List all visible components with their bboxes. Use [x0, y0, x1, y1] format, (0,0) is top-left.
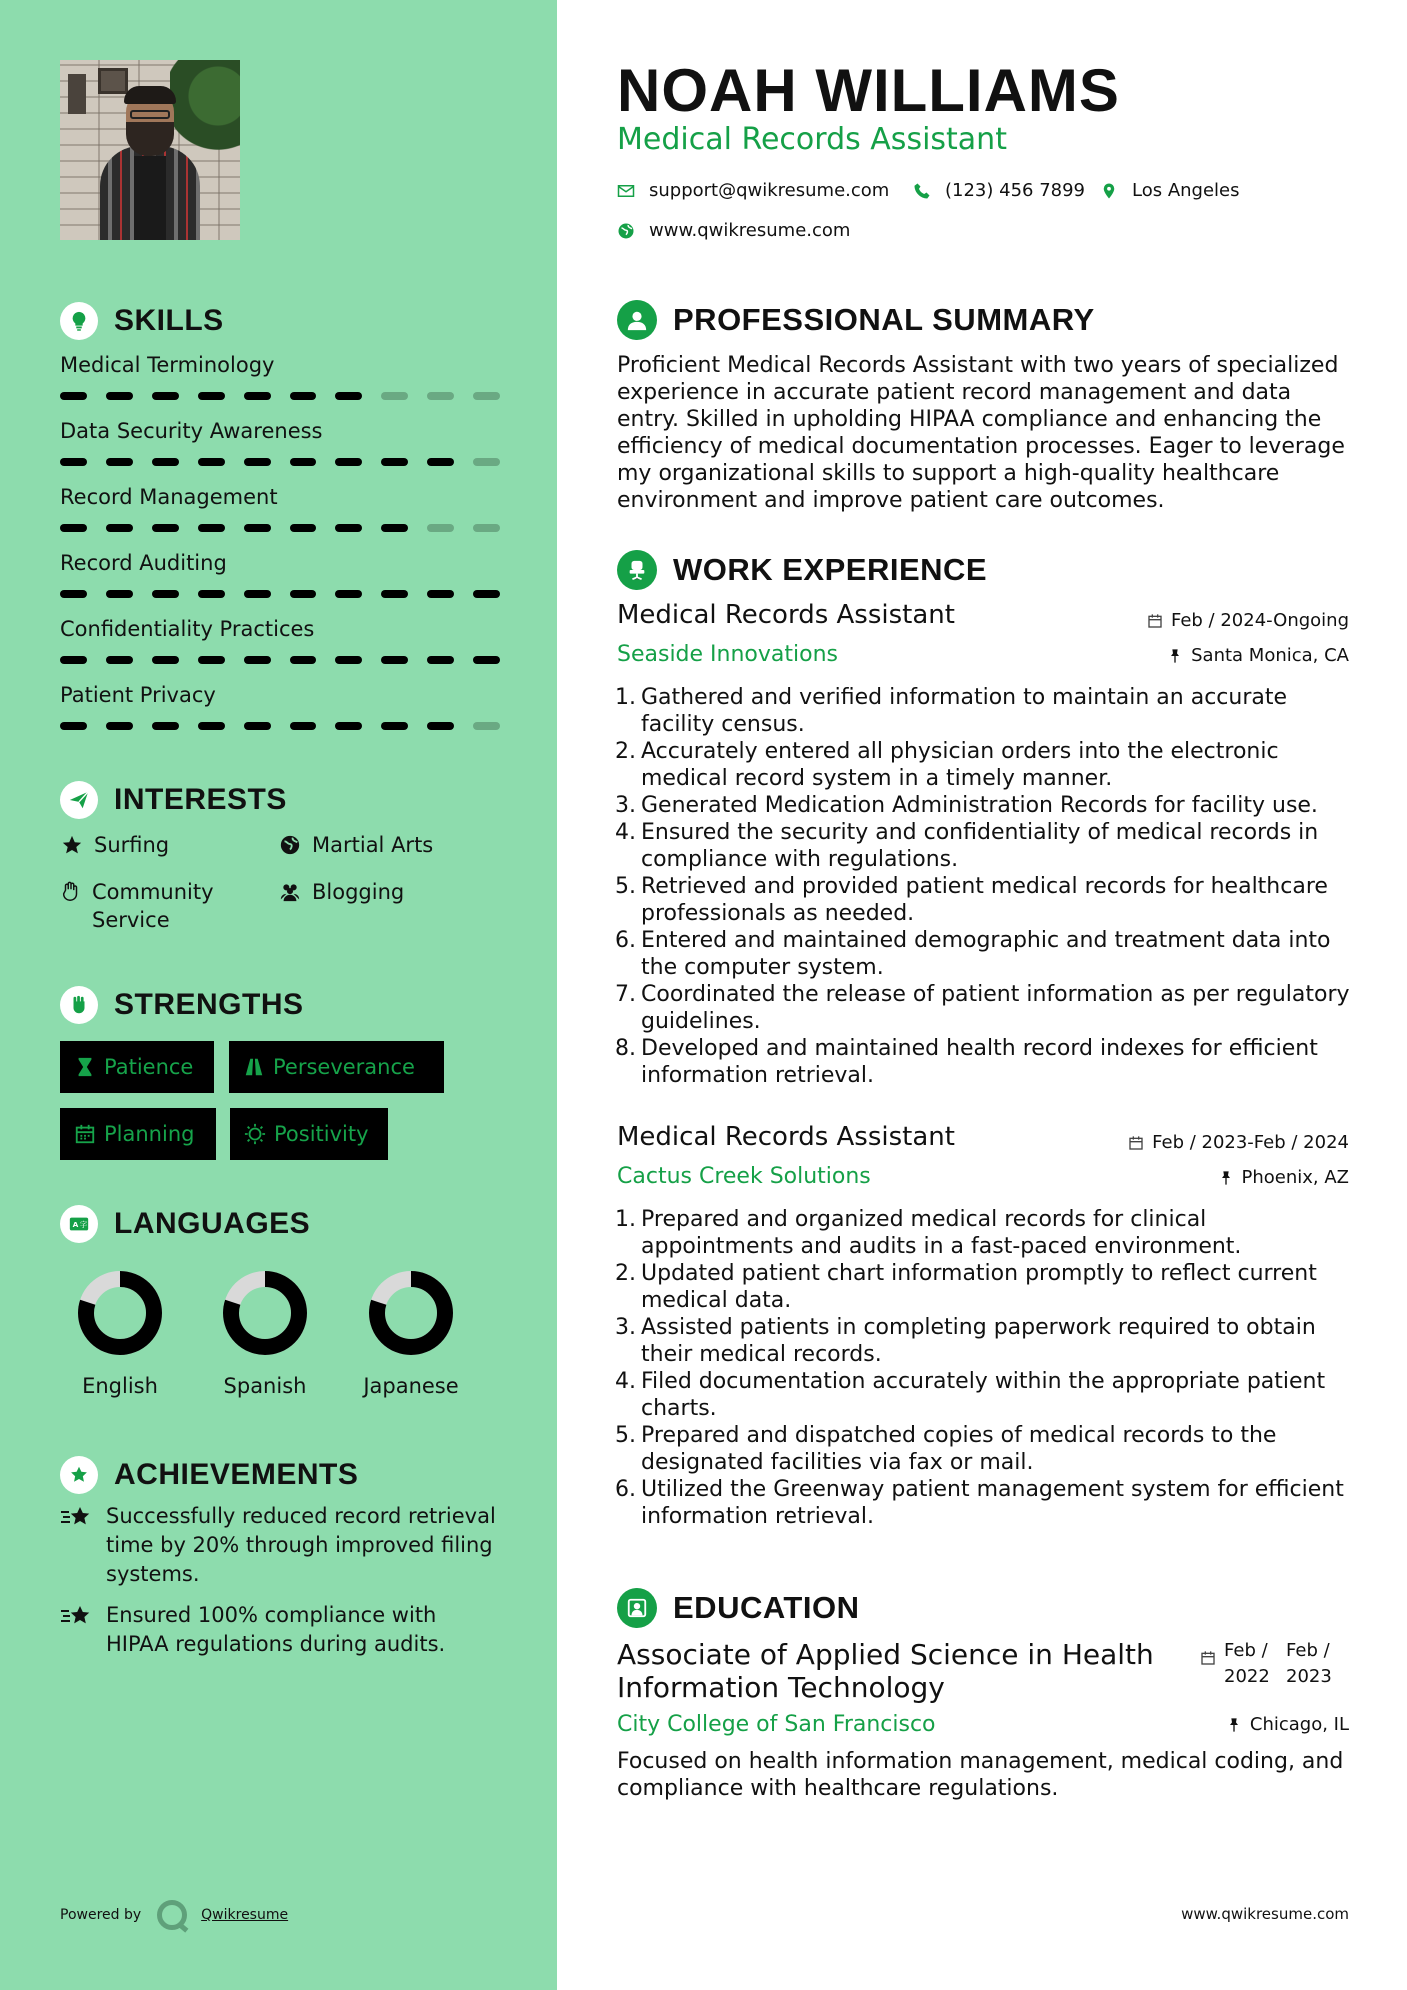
- skill-level-segment: [152, 656, 179, 664]
- users-icon: [278, 880, 302, 904]
- skill-level-segment: [60, 524, 87, 532]
- education-title: EDUCATION: [673, 1590, 860, 1625]
- skill-level-segment: [106, 458, 133, 466]
- job-dates: Feb / 2024-Ongoing: [1147, 610, 1349, 631]
- skill-level-segment: [381, 458, 408, 466]
- skill-level-segment: [427, 458, 454, 466]
- skill-item: [60, 680, 500, 730]
- graduate-icon: [617, 1588, 657, 1628]
- skill-level-segment: [198, 722, 225, 730]
- globe-icon: [278, 833, 302, 857]
- job-dates: Feb / 2023-Feb / 2024: [1128, 1132, 1349, 1153]
- skill-level-segment: [244, 722, 271, 730]
- skill-level-segment: [152, 722, 179, 730]
- skill-name: Patient Privacy: [60, 683, 216, 707]
- pushpin-icon: [1167, 648, 1183, 664]
- education-description: Focused on health information management, medical coding, and compliance with healthcare regulations.: [617, 1749, 1344, 1801]
- skill-level-segment: [427, 590, 454, 598]
- skill-level-segment: [473, 524, 500, 532]
- list-item: 4. Filed documentation accurately within the appropriate patient charts.: [615, 1369, 1326, 1421]
- candidate-name: NOAH WILLIAMS: [617, 57, 1120, 124]
- skill-level-bar: [60, 458, 500, 466]
- calendar-icon: [1200, 1650, 1216, 1666]
- office-chair-icon: [617, 550, 657, 590]
- list-item: 6. Entered and maintained demographic and treatment data into the computer system.: [615, 928, 1331, 980]
- list-item: 3. Generated Medication Administration Records for facility use.: [615, 793, 1318, 818]
- skill-level-segment: [106, 722, 133, 730]
- skill-level-segment: [106, 524, 133, 532]
- skill-level-segment: [290, 656, 317, 664]
- skill-level-segment: [244, 590, 271, 598]
- job-duties-list: [610, 1206, 1360, 1530]
- list-item: 2. Updated patient chart information promptly to reflect current medical data.: [615, 1261, 1317, 1313]
- paper-plane-icon: [60, 781, 98, 819]
- list-item: 8. Developed and maintained health record indexes for efficient information retrieval.: [615, 1036, 1318, 1088]
- profile-photo: [60, 60, 240, 240]
- strengths-title: STRENGTHS: [114, 988, 304, 1021]
- degree-title: Associate of Applied Science in Health Information Technology: [617, 1638, 1154, 1704]
- language-icon: [60, 1205, 98, 1243]
- skill-level-segment: [381, 656, 408, 664]
- list-item: 7. Coordinated the release of patient information as per regulatory guidelines.: [615, 982, 1350, 1034]
- skill-level-segment: [106, 590, 133, 598]
- qwikresume-logo-icon: [157, 1900, 187, 1930]
- skill-level-bar: [60, 656, 500, 664]
- skill-level-segment: [106, 392, 133, 400]
- contact-location: Los Angeles: [1100, 180, 1240, 201]
- education-heading: [617, 1588, 859, 1628]
- skill-level-segment: [381, 722, 408, 730]
- job-company: Seaside Innovations: [617, 642, 838, 667]
- skill-level-segment: [60, 590, 87, 598]
- skill-level-segment: [290, 524, 317, 532]
- school-name: City College of San Francisco: [617, 1712, 936, 1737]
- education-end: Feb / 2023: [1286, 1640, 1332, 1687]
- summary-title: PROFESSIONAL SUMMARY: [673, 302, 1095, 337]
- skill-level-segment: [152, 458, 179, 466]
- job-title: Medical Records Assistant: [617, 1122, 955, 1152]
- globe-icon: [617, 222, 635, 240]
- skill-name: Medical Terminology: [60, 353, 275, 377]
- language-label: Japanese: [363, 1374, 459, 1398]
- achievement-item: Ensured 100% compliance with HIPAA regulations during audits.: [60, 1601, 500, 1659]
- star-icon: [60, 833, 84, 857]
- contact-website[interactable]: www.qwikresume.com: [617, 220, 850, 241]
- strength-badge: Perseverance: [229, 1041, 444, 1093]
- education-start: Feb / 2022: [1224, 1640, 1270, 1687]
- skill-level-segment: [152, 590, 179, 598]
- contact-email[interactable]: support@qwikresume.com: [617, 180, 889, 201]
- summary-heading: [617, 300, 1095, 340]
- strength-badge: Patience: [60, 1041, 214, 1093]
- work-heading: [617, 550, 987, 590]
- award-star-icon: [60, 1456, 98, 1494]
- skill-level-segment: [244, 656, 271, 664]
- summary-text: Proficient Medical Records Assistant with two years of specialized experience in accurate patient record management and data entry. Skilled in upholding HIPAA compliance and enhancing the efficiency of medical documentation processes. Eager to leverage my organizational skills to support a high-quality healthcare environment and improve patient care outcomes.: [617, 353, 1345, 513]
- job-title: Medical Records Assistant: [617, 600, 955, 630]
- skill-level-segment: [290, 722, 317, 730]
- interest-item: Community Service: [60, 878, 260, 934]
- skill-level-segment: [60, 458, 87, 466]
- interests-title: INTERESTS: [114, 783, 287, 816]
- skill-level-segment: [244, 458, 271, 466]
- user-icon: [617, 300, 657, 340]
- skill-level-segment: [335, 392, 362, 400]
- list-item: 2. Accurately entered all physician orders into the electronic medical record system in a timely manner.: [615, 739, 1279, 791]
- skill-level-segment: [290, 392, 317, 400]
- road-icon: [243, 1056, 265, 1078]
- calendar-icon: [74, 1123, 96, 1145]
- skill-level-segment: [198, 392, 225, 400]
- skill-level-segment: [244, 392, 271, 400]
- svg-text:A: A: [72, 1220, 79, 1230]
- interests-heading: [60, 781, 287, 819]
- skill-level-segment: [244, 524, 271, 532]
- list-item: 3. Assisted patients in completing paperwork required to obtain their medical records.: [615, 1315, 1316, 1367]
- language-proficiency-ring: [77, 1270, 163, 1356]
- skill-level-segment: [427, 656, 454, 664]
- skill-level-segment: [381, 524, 408, 532]
- language-item: [200, 1270, 330, 1398]
- skill-level-segment: [473, 590, 500, 598]
- achievement-item: Successfully reduced record retrieval time by 20% through improved filing systems.: [60, 1502, 500, 1589]
- list-item: 4. Ensured the security and confidentiality of medical records in compliance with regulations.: [615, 820, 1319, 872]
- skill-item: [60, 482, 500, 532]
- skill-level-segment: [335, 722, 362, 730]
- skill-level-segment: [198, 458, 225, 466]
- skill-level-segment: [60, 722, 87, 730]
- skill-level-segment: [335, 656, 362, 664]
- skill-level-segment: [198, 656, 225, 664]
- skill-level-segment: [335, 458, 362, 466]
- sun-icon: [244, 1123, 266, 1145]
- strength-badge: Planning: [60, 1108, 216, 1160]
- list-item: 1. Gathered and verified information to maintain an accurate facility census.: [615, 685, 1288, 737]
- skill-level-bar: [60, 524, 500, 532]
- hand-icon: [60, 880, 82, 904]
- skill-level-segment: [335, 590, 362, 598]
- qwikresume-link[interactable]: Qwikresume: [201, 1907, 289, 1923]
- language-proficiency-ring: [368, 1270, 454, 1356]
- skill-level-segment: [152, 392, 179, 400]
- languages-heading: [60, 1205, 310, 1243]
- skill-item: [60, 548, 500, 598]
- language-item: [346, 1270, 476, 1398]
- shooting-star-icon: [60, 1504, 94, 1534]
- skill-level-segment: [473, 458, 500, 466]
- skill-name: Confidentiality Practices: [60, 617, 315, 641]
- skill-level-segment: [106, 656, 133, 664]
- skill-level-segment: [290, 458, 317, 466]
- achievements-heading: [60, 1456, 358, 1494]
- skill-level-segment: [473, 722, 500, 730]
- skill-level-segment: [381, 590, 408, 598]
- skill-level-segment: [60, 656, 87, 664]
- list-item: 5. Retrieved and provided patient medical records for healthcare professionals as needed.: [615, 874, 1328, 926]
- contact-phone[interactable]: (123) 456 7899: [913, 180, 1085, 201]
- pushpin-icon: [1218, 1170, 1234, 1186]
- skill-level-segment: [473, 656, 500, 664]
- strengths-heading: [60, 986, 304, 1024]
- interest-item: Blogging: [278, 878, 404, 906]
- strength-badge: Positivity: [230, 1108, 388, 1160]
- phone-icon: [913, 182, 931, 200]
- calendar-icon: [1128, 1135, 1144, 1151]
- envelope-icon: [617, 182, 635, 200]
- skill-name: Record Management: [60, 485, 278, 509]
- job-location: Phoenix, AZ: [1218, 1167, 1350, 1188]
- interest-item: Surfing: [60, 831, 169, 859]
- skill-level-segment: [290, 590, 317, 598]
- skill-item: [60, 350, 500, 400]
- skill-level-segment: [427, 392, 454, 400]
- achievements-title: ACHIEVEMENTS: [114, 1458, 359, 1491]
- fist-icon: [60, 986, 98, 1024]
- skill-level-segment: [152, 524, 179, 532]
- skill-level-bar: [60, 722, 500, 730]
- work-title: WORK EXPERIENCE: [673, 552, 988, 587]
- lightbulb-icon: [60, 302, 98, 340]
- svg-text:字: 字: [79, 1220, 88, 1230]
- skill-level-segment: [427, 722, 454, 730]
- map-pin-icon: [1100, 182, 1118, 200]
- pushpin-icon: [1226, 1717, 1242, 1733]
- powered-by: Powered by Qwikresume: [60, 1900, 288, 1930]
- list-item: 1. Prepared and organized medical records for clinical appointments and audits in a fast-paced environment.: [615, 1207, 1242, 1259]
- skills-title: SKILLS: [114, 304, 224, 337]
- skill-level-segment: [473, 392, 500, 400]
- skill-name: Data Security Awareness: [60, 419, 323, 443]
- skill-level-segment: [427, 524, 454, 532]
- education-dates: [1200, 1638, 1348, 1690]
- skill-level-segment: [335, 524, 362, 532]
- skill-name: Record Auditing: [60, 551, 227, 575]
- list-item: 6. Utilized the Greenway patient management system for efficient information retrieval.: [615, 1477, 1344, 1529]
- hourglass-icon: [74, 1056, 96, 1078]
- skill-item: [60, 614, 500, 664]
- skill-item: [60, 416, 500, 466]
- job-duties-list: [610, 684, 1360, 1089]
- language-label: English: [82, 1374, 158, 1398]
- skill-level-segment: [381, 392, 408, 400]
- job-company: Cactus Creek Solutions: [617, 1164, 871, 1189]
- list-item: 5. Prepared and dispatched copies of medical records to the designated facilities via fax or mail.: [615, 1423, 1277, 1475]
- job-location: Santa Monica, CA: [1167, 645, 1349, 666]
- candidate-role: Medical Records Assistant: [617, 122, 1007, 157]
- footer-url[interactable]: www.qwikresume.com: [1181, 1905, 1349, 1923]
- skills-heading: [60, 302, 224, 340]
- interest-item: Martial Arts: [278, 831, 433, 859]
- education-location: Chicago, IL: [1226, 1714, 1349, 1735]
- skill-level-segment: [60, 392, 87, 400]
- language-proficiency-ring: [222, 1270, 308, 1356]
- sidebar: [0, 0, 557, 1990]
- languages-title: LANGUAGES: [114, 1207, 311, 1240]
- skill-level-segment: [198, 590, 225, 598]
- language-item: [55, 1270, 185, 1398]
- calendar-icon: [1147, 613, 1163, 629]
- skill-level-bar: [60, 392, 500, 400]
- skill-level-segment: [198, 524, 225, 532]
- skill-level-bar: [60, 590, 500, 598]
- shooting-star-icon: [60, 1603, 94, 1633]
- language-label: Spanish: [223, 1374, 307, 1398]
